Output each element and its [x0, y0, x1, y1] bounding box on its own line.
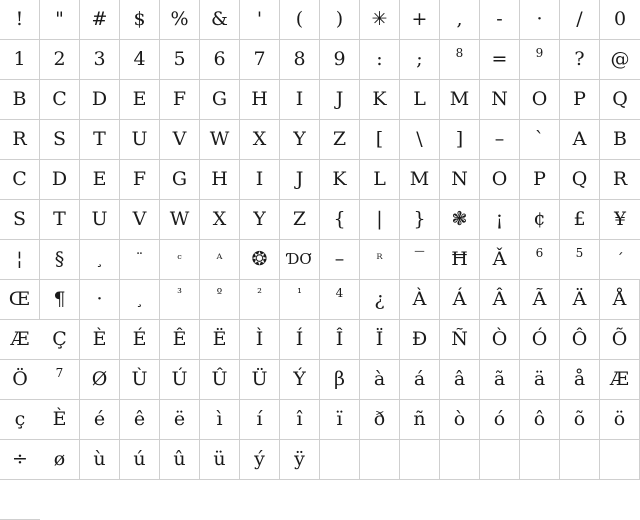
glyph-cell[interactable]: F — [120, 160, 160, 200]
glyph-cell[interactable]: Q — [560, 160, 600, 200]
glyph-cell[interactable]: X — [200, 200, 240, 240]
glyph-cell[interactable]: [ — [360, 120, 400, 160]
glyph-cell[interactable]: ; — [400, 40, 440, 80]
glyph-cell[interactable]: ý — [240, 440, 280, 480]
glyph-cell[interactable]: ö — [600, 400, 640, 440]
glyph-cell[interactable]: W — [200, 120, 240, 160]
glyph-cell[interactable]: – — [480, 120, 520, 160]
glyph-cell[interactable]: S — [40, 120, 80, 160]
glyph-cell[interactable]: { — [320, 200, 360, 240]
glyph-cell[interactable]: 9 — [520, 40, 560, 80]
glyph-cell[interactable]: 5 — [560, 240, 600, 280]
glyph-cell[interactable]: ³ — [160, 280, 200, 320]
glyph-cell[interactable]: Ħ — [440, 240, 480, 280]
glyph-cell[interactable]: ¹ — [280, 280, 320, 320]
glyph-cell[interactable]: Ä — [560, 280, 600, 320]
glyph-cell[interactable]: ƊƠ — [280, 240, 320, 280]
glyph-cell[interactable]: ] — [440, 120, 480, 160]
glyph-cell[interactable]: 6 — [200, 40, 240, 80]
glyph-cell[interactable]: 7 — [240, 40, 280, 80]
glyph-cell[interactable] — [0, 480, 40, 520]
glyph-cell[interactable]: B — [600, 120, 640, 160]
glyph-cell[interactable]: | — [360, 200, 400, 240]
glyph-cell[interactable]: ) — [320, 0, 360, 40]
glyph-cell[interactable]: 7 — [40, 360, 80, 400]
glyph-cell[interactable]: T — [40, 200, 80, 240]
glyph-cell[interactable]: @ — [600, 40, 640, 80]
glyph-cell[interactable]: · — [520, 0, 560, 40]
glyph-cell[interactable]: ú — [120, 440, 160, 480]
glyph-cell[interactable]: ? — [560, 40, 600, 80]
glyph-cell[interactable]: ù — [80, 440, 120, 480]
glyph-cell[interactable]: ‾ — [400, 240, 440, 280]
glyph-cell[interactable]: Î — [320, 320, 360, 360]
glyph-cell[interactable]: ¨ — [120, 240, 160, 280]
glyph-cell[interactable]: ì — [200, 400, 240, 440]
glyph-cell[interactable]: & — [200, 0, 240, 40]
glyph-cell[interactable]: ñ — [400, 400, 440, 440]
glyph-cell[interactable]: M — [440, 80, 480, 120]
glyph-cell[interactable]: À — [400, 280, 440, 320]
glyph-cell[interactable]: R — [0, 120, 40, 160]
glyph-cell[interactable]: G — [200, 80, 240, 120]
glyph-cell[interactable]: Q — [600, 80, 640, 120]
glyph-cell[interactable]: ë — [160, 400, 200, 440]
glyph-cell[interactable]: 6 — [520, 240, 560, 280]
glyph-cell[interactable]: 1 — [0, 40, 40, 80]
glyph-cell[interactable]: L — [400, 80, 440, 120]
glyph-cell[interactable]: R — [600, 160, 640, 200]
glyph-cell[interactable]: Y — [280, 120, 320, 160]
glyph-cell[interactable]: 4 — [320, 280, 360, 320]
glyph-cell[interactable]: ¦ — [0, 240, 40, 280]
glyph-cell[interactable]: V — [120, 200, 160, 240]
glyph-cell[interactable]: 3 — [80, 40, 120, 80]
glyph-cell[interactable]: L — [360, 160, 400, 200]
glyph-cell[interactable]: ᶜ — [160, 240, 200, 280]
glyph-cell[interactable]: X — [240, 120, 280, 160]
glyph-cell[interactable]: Ë — [200, 320, 240, 360]
glyph-cell[interactable]: ¡ — [480, 200, 520, 240]
glyph-cell[interactable]: Â — [480, 280, 520, 320]
glyph-cell[interactable]: Ú — [160, 360, 200, 400]
glyph-cell[interactable]: U — [80, 200, 120, 240]
glyph-cell[interactable]: Å — [600, 280, 640, 320]
glyph-cell[interactable]: ó — [480, 400, 520, 440]
glyph-cell[interactable]: K — [360, 80, 400, 120]
glyph-cell[interactable]: ò — [440, 400, 480, 440]
glyph-cell[interactable]: Ç — [40, 320, 80, 360]
glyph-cell[interactable]: N — [480, 80, 520, 120]
glyph-cell[interactable]: û — [160, 440, 200, 480]
glyph-cell[interactable]: : — [360, 40, 400, 80]
glyph-cell[interactable]: Á — [440, 280, 480, 320]
glyph-cell[interactable]: Ü — [240, 360, 280, 400]
glyph-cell[interactable]: - — [480, 0, 520, 40]
glyph-cell[interactable]: 8 — [440, 40, 480, 80]
glyph-cell[interactable]: ¸ — [80, 240, 120, 280]
glyph-cell[interactable]: È — [40, 400, 80, 440]
glyph-cell[interactable]: é — [80, 400, 120, 440]
glyph-cell[interactable]: U — [120, 120, 160, 160]
glyph-cell[interactable]: I — [280, 80, 320, 120]
glyph-cell[interactable]: á — [400, 360, 440, 400]
glyph-cell[interactable]: Ã — [520, 280, 560, 320]
glyph-cell[interactable] — [320, 440, 360, 480]
glyph-cell[interactable]: î — [280, 400, 320, 440]
glyph-cell[interactable]: G — [160, 160, 200, 200]
glyph-cell[interactable]: ¸ — [120, 280, 160, 320]
glyph-cell[interactable] — [360, 440, 400, 480]
glyph-cell[interactable]: â — [440, 360, 480, 400]
glyph-cell[interactable]: Ó — [520, 320, 560, 360]
glyph-cell[interactable]: D — [40, 160, 80, 200]
glyph-cell[interactable]: Ð — [400, 320, 440, 360]
glyph-cell[interactable]: à — [360, 360, 400, 400]
glyph-cell[interactable]: C — [40, 80, 80, 120]
glyph-cell[interactable]: 2 — [40, 40, 80, 80]
glyph-cell[interactable]: E — [80, 160, 120, 200]
glyph-cell[interactable]: Y — [240, 200, 280, 240]
glyph-cell[interactable]: 8 — [280, 40, 320, 80]
glyph-cell[interactable]: – — [320, 240, 360, 280]
glyph-cell[interactable]: ✳ — [360, 0, 400, 40]
glyph-cell[interactable]: Ï — [360, 320, 400, 360]
glyph-cell[interactable]: C — [0, 160, 40, 200]
glyph-cell[interactable]: $ — [120, 0, 160, 40]
glyph-cell[interactable]: Õ — [600, 320, 640, 360]
glyph-cell[interactable]: T — [80, 120, 120, 160]
glyph-cell[interactable]: " — [40, 0, 80, 40]
glyph-cell[interactable]: ä — [520, 360, 560, 400]
glyph-cell[interactable]: O — [520, 80, 560, 120]
glyph-cell[interactable]: ! — [0, 0, 40, 40]
glyph-cell[interactable]: í — [240, 400, 280, 440]
glyph-cell[interactable]: Ø — [80, 360, 120, 400]
glyph-cell[interactable]: å — [560, 360, 600, 400]
glyph-cell[interactable]: Ñ — [440, 320, 480, 360]
glyph-cell[interactable]: H — [240, 80, 280, 120]
glyph-cell[interactable]: P — [520, 160, 560, 200]
glyph-cell[interactable]: 0 — [600, 0, 640, 40]
glyph-cell[interactable]: £ — [560, 200, 600, 240]
glyph-cell[interactable]: · — [80, 280, 120, 320]
glyph-cell[interactable]: } — [400, 200, 440, 240]
glyph-cell[interactable]: Ù — [120, 360, 160, 400]
glyph-cell[interactable]: Ì — [240, 320, 280, 360]
glyph-cell[interactable]: ' — [240, 0, 280, 40]
glyph-cell[interactable]: Z — [320, 120, 360, 160]
glyph-cell[interactable]: ÷ — [0, 440, 40, 480]
glyph-cell[interactable]: S — [0, 200, 40, 240]
glyph-cell[interactable]: K — [320, 160, 360, 200]
glyph-cell[interactable]: ² — [240, 280, 280, 320]
glyph-cell[interactable]: ê — [120, 400, 160, 440]
glyph-cell[interactable]: ô — [520, 400, 560, 440]
glyph-cell[interactable]: õ — [560, 400, 600, 440]
glyph-cell[interactable] — [440, 440, 480, 480]
glyph-cell[interactable]: Œ — [0, 280, 40, 320]
glyph-cell[interactable]: 9 — [320, 40, 360, 80]
glyph-cell[interactable] — [520, 440, 560, 480]
glyph-cell[interactable]: Æ — [600, 360, 640, 400]
glyph-cell[interactable]: Ê — [160, 320, 200, 360]
glyph-cell[interactable]: 5 — [160, 40, 200, 80]
glyph-cell[interactable]: Ǎ — [480, 240, 520, 280]
glyph-cell[interactable]: % — [160, 0, 200, 40]
glyph-cell[interactable]: Ò — [480, 320, 520, 360]
glyph-cell[interactable]: Û — [200, 360, 240, 400]
glyph-cell[interactable]: = — [480, 40, 520, 80]
glyph-cell[interactable]: P — [560, 80, 600, 120]
glyph-cell[interactable]: ❂ — [240, 240, 280, 280]
glyph-cell[interactable] — [400, 440, 440, 480]
glyph-cell[interactable]: + — [400, 0, 440, 40]
glyph-cell[interactable]: V — [160, 120, 200, 160]
glyph-cell[interactable]: ( — [280, 0, 320, 40]
glyph-cell[interactable]: É — [120, 320, 160, 360]
glyph-cell[interactable]: ü — [200, 440, 240, 480]
glyph-cell[interactable]: ø — [40, 440, 80, 480]
glyph-cell[interactable]: F — [160, 80, 200, 120]
glyph-cell[interactable]: Ô — [560, 320, 600, 360]
glyph-cell[interactable]: Í — [280, 320, 320, 360]
glyph-cell[interactable]: ❃ — [440, 200, 480, 240]
glyph-cell[interactable]: 4 — [120, 40, 160, 80]
glyph-cell[interactable]: § — [40, 240, 80, 280]
glyph-cell[interactable]: \ — [400, 120, 440, 160]
glyph-cell[interactable] — [600, 440, 640, 480]
glyph-cell[interactable]: W — [160, 200, 200, 240]
glyph-cell[interactable]: ã — [480, 360, 520, 400]
glyph-cell[interactable]: ç — [0, 400, 40, 440]
glyph-cell[interactable]: , — [440, 0, 480, 40]
glyph-cell[interactable]: Ö — [0, 360, 40, 400]
glyph-cell[interactable]: B — [0, 80, 40, 120]
glyph-cell[interactable]: ¶ — [40, 280, 80, 320]
glyph-cell[interactable]: O — [480, 160, 520, 200]
glyph-cell[interactable]: N — [440, 160, 480, 200]
glyph-cell[interactable]: ᴬ — [200, 240, 240, 280]
glyph-cell[interactable]: I — [240, 160, 280, 200]
glyph-cell[interactable]: ï — [320, 400, 360, 440]
glyph-cell[interactable]: º — [200, 280, 240, 320]
glyph-cell[interactable]: J — [280, 160, 320, 200]
glyph-cell[interactable] — [560, 440, 600, 480]
glyph-cell[interactable]: E — [120, 80, 160, 120]
glyph-cell[interactable]: ð — [360, 400, 400, 440]
glyph-cell[interactable]: Ý — [280, 360, 320, 400]
glyph-cell[interactable]: M — [400, 160, 440, 200]
glyph-cell[interactable] — [480, 440, 520, 480]
glyph-cell[interactable]: H — [200, 160, 240, 200]
glyph-cell[interactable]: ¢ — [520, 200, 560, 240]
glyph-cell[interactable]: È — [80, 320, 120, 360]
glyph-cell[interactable]: Æ — [0, 320, 40, 360]
glyph-cell[interactable]: D — [80, 80, 120, 120]
glyph-cell[interactable]: / — [560, 0, 600, 40]
glyph-cell[interactable]: J — [320, 80, 360, 120]
glyph-cell[interactable]: ´ — [600, 240, 640, 280]
glyph-cell[interactable]: ¿ — [360, 280, 400, 320]
glyph-cell[interactable]: Z — [280, 200, 320, 240]
glyph-cell[interactable]: # — [80, 0, 120, 40]
glyph-cell[interactable]: ¥ — [600, 200, 640, 240]
glyph-cell[interactable]: ` — [520, 120, 560, 160]
glyph-cell[interactable]: ᴿ — [360, 240, 400, 280]
glyph-cell[interactable]: ÿ — [280, 440, 320, 480]
glyph-cell[interactable]: A — [560, 120, 600, 160]
glyph-cell[interactable]: β — [320, 360, 360, 400]
